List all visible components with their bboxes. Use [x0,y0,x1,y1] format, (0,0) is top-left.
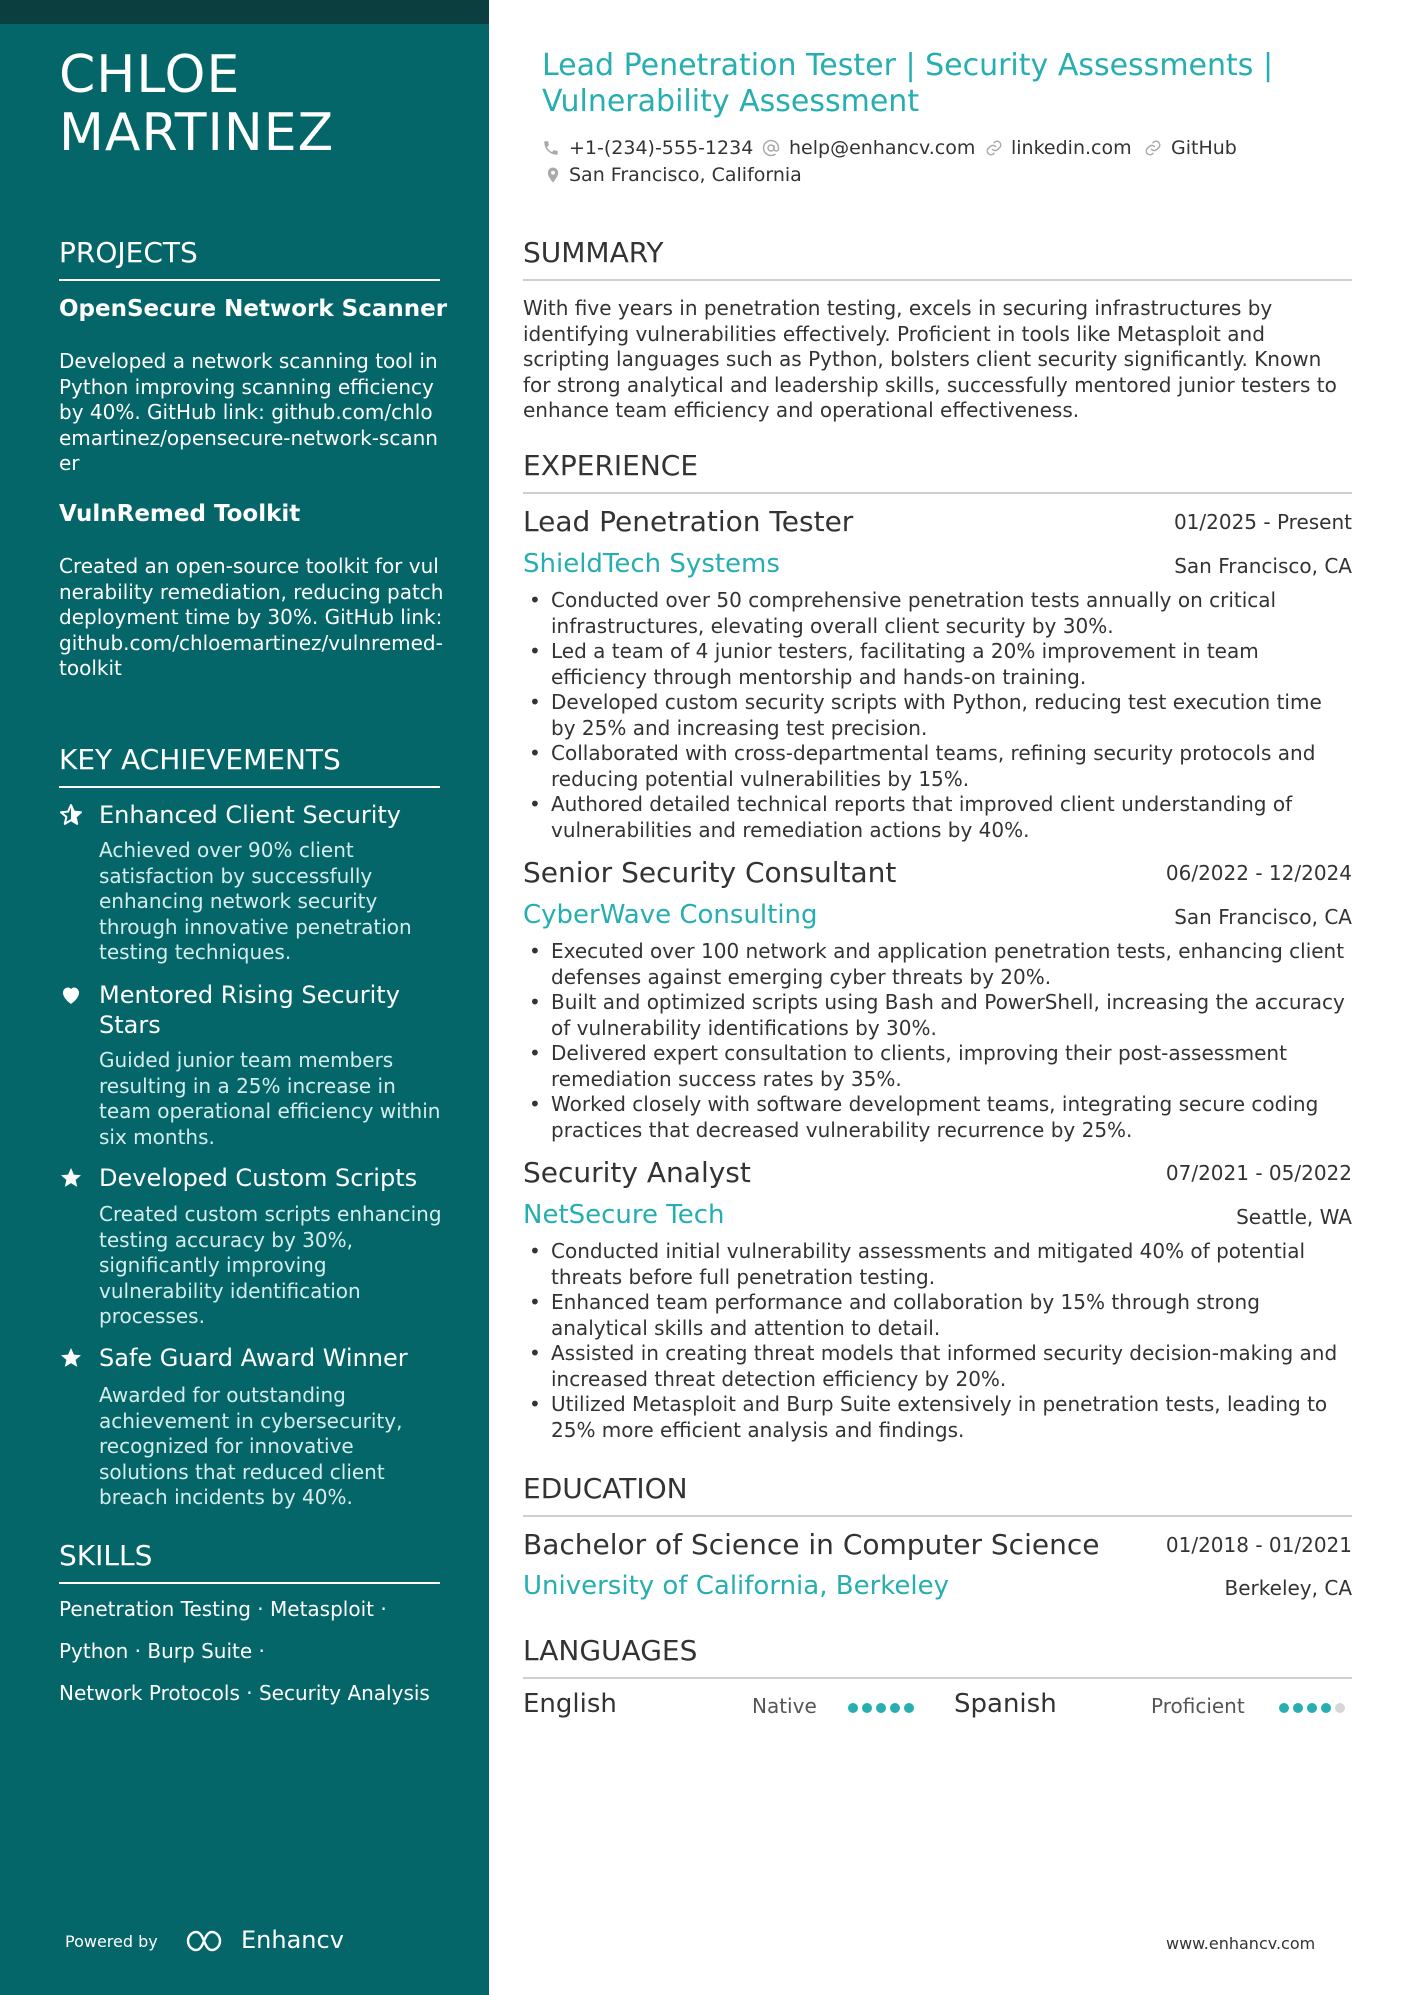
achievements-heading: KEY ACHIEVEMENTS [59,743,440,788]
rating-dot-empty [1335,1703,1345,1713]
bullet-item: • Worked closely with software development teams, integrating secure coding practices that decreased vulnerability recurrence by 25%. [523,1092,1352,1143]
linkedin-text[interactable]: linkedin.com [1011,137,1132,159]
bullet-item: • Conducted initial vulnerability assessments and mitigated 40% of potential threats before full penetration testing. [523,1239,1352,1290]
job-dates: 06/2022 - 12/2024 [1165,861,1352,885]
job-location: San Francisco, CA [1174,905,1352,929]
job-dates: 01/2025 - Present [1173,510,1352,534]
job-dates: 07/2021 - 05/2022 [1165,1161,1352,1185]
achievement-description: Guided junior team members resulting in a 25% increase in team operational efficiency within six months. [99,1048,441,1149]
project-title: OpenSecure Network Scanner [59,296,448,322]
company-name: NetSecure Tech [523,1200,725,1230]
candidate-name [59,46,334,162]
language-rating [848,1698,918,1710]
rating-dot-filled [876,1703,886,1713]
achievement-title: Developed Custom Scripts [99,1164,418,1192]
email-text[interactable]: help@enhancv.com [789,137,976,159]
name-line-2: MARTINEZ [59,103,335,163]
school-name: University of California, Berkeley [523,1571,949,1601]
bullet-item: • Collaborated with cross-departmental teams, refining security protocols and reducing potential vulnerabilities by 15%. [523,741,1352,792]
project-description: Developed a network scanning tool in Python improving scanning efficiency by 40%. GitHub link: github.com/chloemartinez/opensecure-network-scanner [59,349,438,475]
star-icon [59,1346,83,1370]
rating-dot-filled [1321,1703,1331,1713]
job-location: San Francisco, CA [1174,554,1352,578]
phone-icon [542,139,560,157]
bullet-item: • Delivered expert consultation to clients, improving their post-assessment remediation success rates by 35%. [523,1041,1352,1092]
language-name: English [523,1689,617,1719]
language-name: Spanish [954,1689,1057,1719]
footer-url[interactable]: www.enhancv.com [1166,1934,1316,1953]
sidebar [0,0,489,1995]
achievement-description: Created custom scripts enhancing testing accuracy by 30%, significantly improving vulnerability identification processes. [99,1202,442,1328]
bullet-item: • Executed over 100 network and application penetration tests, enhancing client defenses against emerging cyber threats by 20%. [523,939,1352,990]
job-role: Security Analyst [523,1156,751,1189]
company-name: ShieldTech Systems [523,549,780,579]
enhancv-brand: Enhancv [241,1926,344,1954]
education-location: Berkeley, CA [1224,1576,1352,1600]
company-name: CyberWave Consulting [523,900,818,930]
rating-dot-filled [1307,1703,1317,1713]
job-role: Senior Security Consultant [523,856,897,889]
at-sign-icon [762,139,780,157]
star-icon [59,1166,83,1190]
rating-dot-filled [890,1703,900,1713]
rating-dot-filled [862,1703,872,1713]
education-dates: 01/2018 - 01/2021 [1165,1533,1352,1557]
headline: Lead Penetration Tester | Security Assessments | Vulnerability Assessment [542,48,1274,119]
education-heading: EDUCATION [523,1472,1352,1517]
phone-text[interactable]: +1-(234)-555-1234 [569,137,754,159]
project-description: Created an open-source toolkit for vulnerability remediation, reducing patch deployment time by 30%. GitHub link: github.com/chloemartinez/vulnremed-toolkit [59,554,444,680]
bullet-item: • Developed custom security scripts with Python, reducing test execution time by 25% and increasing test precision. [523,690,1352,741]
skills-line: Python · Burp Suite · [59,1639,265,1663]
job-bullets [523,588,1352,843]
languages-heading: LANGUAGES [523,1634,1352,1679]
star-outline-icon [59,803,83,827]
summary-heading: SUMMARY [523,236,1352,281]
rating-dot-filled [1279,1703,1289,1713]
summary-text: With five years in penetration testing, excels in securing infrastructures by identifying vulnerabilities effectively. Proficient in tools like Metasploit and scripting languages such as Python, bolsters client security significantly. Known for strong analytical and leadership skills, successfully mentored junior testers to enhance team efficiency and operational effectiveness. [523,296,1337,422]
bullet-item: • Utilized Metasploit and Burp Suite extensively in penetration tests, leading to 25% more efficient analysis and findings. [523,1392,1352,1443]
sidebar-top-bar [0,0,489,24]
skills-heading: SKILLS [59,1539,440,1584]
bullet-item: • Led a team of 4 junior testers, facilitating a 20% improvement in team efficiency through mentorship and hands-on training. [523,639,1352,690]
job-bullets [523,1239,1352,1443]
bullet-item: • Enhanced team performance and collaboration by 15% through strong analytical skills and attention to detail. [523,1290,1352,1341]
rating-dot-filled [904,1703,914,1713]
job-location: Seattle, WA [1236,1205,1352,1229]
achievement-description: Achieved over 90% client satisfaction by successfully enhancing network security through innovative penetration testing techniques. [99,838,412,964]
github-text[interactable]: GitHub [1171,137,1237,159]
skills-line: Penetration Testing · Metasploit · [59,1597,387,1621]
project-title: VulnRemed Toolkit [59,501,301,527]
link-icon [985,139,1003,157]
bullet-item: • Built and optimized scripts using Bash and PowerShell, increasing the accuracy of vulnerability identifications by 30%. [523,990,1352,1041]
degree-title: Bachelor of Science in Computer Science [523,1528,1100,1561]
bullet-item: • Authored detailed technical reports that improved client understanding of vulnerabilities and remediation actions by 40%. [523,792,1352,843]
language-level: Proficient [1151,1694,1245,1718]
rating-dot-filled [848,1703,858,1713]
bullet-item: • Conducted over 50 comprehensive penetration tests annually on critical infrastructures, elevating overall client security by 30%. [523,588,1352,639]
language-rating [1279,1698,1349,1710]
enhancv-logo-icon [184,1924,224,1958]
location-text: San Francisco, California [569,164,802,186]
projects-heading: PROJECTS [59,236,440,281]
achievement-title: Safe Guard Award Winner [99,1344,408,1372]
link-icon [1144,139,1162,157]
name-line-1: CHLOE [59,45,241,105]
experience-heading: EXPERIENCE [523,449,1352,494]
achievement-description: Awarded for outstanding achievement in cybersecurity, recognized for innovative solutions that reduced client breach incidents by 40%. [99,1383,403,1509]
achievement-title: Enhanced Client Security [99,801,401,829]
rating-dot-filled [1293,1703,1303,1713]
job-role: Lead Penetration Tester [523,505,854,538]
skills-line: Network Protocols · Security Analysis [59,1681,430,1705]
achievement-title: Mentored Rising Security Stars [99,981,400,1039]
language-level: Native [752,1694,817,1718]
bullet-item: • Assisted in creating threat models that informed security decision-making and increased threat detection efficiency by 20%. [523,1341,1352,1392]
job-bullets [523,939,1352,1143]
powered-by-label: Powered by [65,1932,158,1951]
location-pin-icon [544,166,562,184]
heart-icon [59,983,83,1007]
